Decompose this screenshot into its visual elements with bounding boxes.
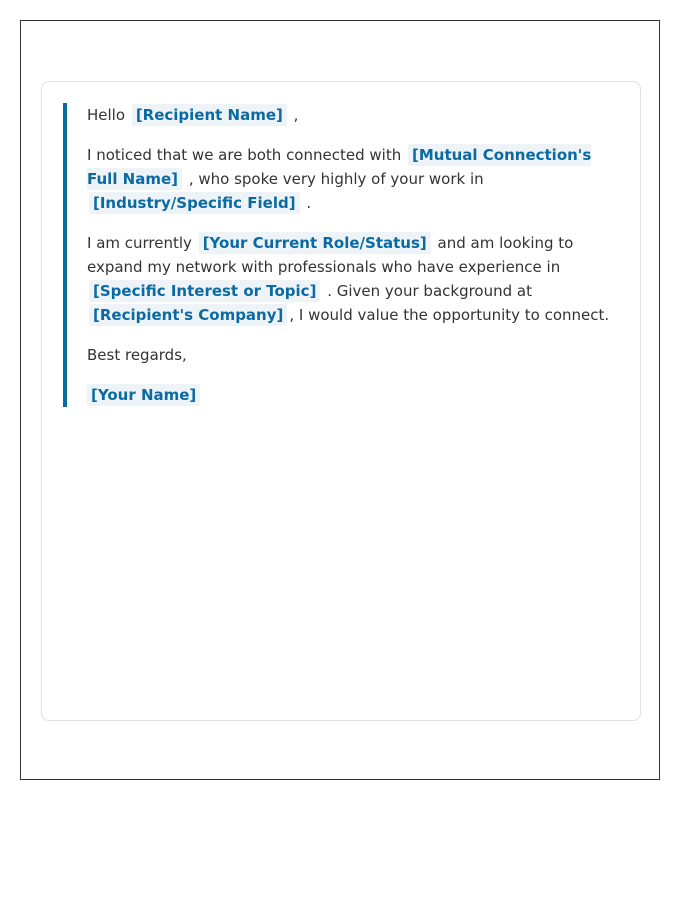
paragraph-role-interest	[87, 231, 618, 327]
page-frame	[20, 20, 660, 780]
p1-text-3: .	[306, 194, 312, 212]
p1-text-1: I noticed that we are both connected with	[87, 146, 402, 164]
recipient-name-placeholder: [Recipient Name]	[132, 104, 287, 126]
message-body	[63, 103, 618, 407]
p1-text-2: , who spoke very highly of your work in	[188, 170, 484, 188]
p2-text-3: . Given your background at	[327, 282, 532, 300]
specific-interest-placeholder: [Specific Interest or Topic]	[89, 280, 320, 302]
p2-text-4: , I would value the opportunity to connect.	[289, 306, 610, 324]
signature-line	[87, 383, 618, 407]
message-card	[41, 81, 641, 721]
current-role-placeholder: [Your Current Role/Status]	[199, 232, 431, 254]
industry-field-placeholder: [Industry/Specific Field]	[89, 192, 300, 214]
paragraph-mutual-connection	[87, 143, 618, 215]
mutual-connection-placeholder: [Mutual Connection's Full Name]	[87, 146, 592, 188]
p2-text-1: I am currently	[87, 234, 192, 252]
recipient-company-placeholder: [Recipient's Company]	[89, 304, 287, 326]
p2-text-2: and am looking to expand my network with professionals who have experience in	[87, 234, 574, 276]
greeting-suffix: ,	[293, 106, 299, 124]
your-name-placeholder: [Your Name]	[87, 384, 200, 406]
greeting-prefix: Hello	[87, 106, 126, 124]
greeting-line	[87, 103, 618, 127]
closing-line: Best regards,	[87, 346, 187, 364]
